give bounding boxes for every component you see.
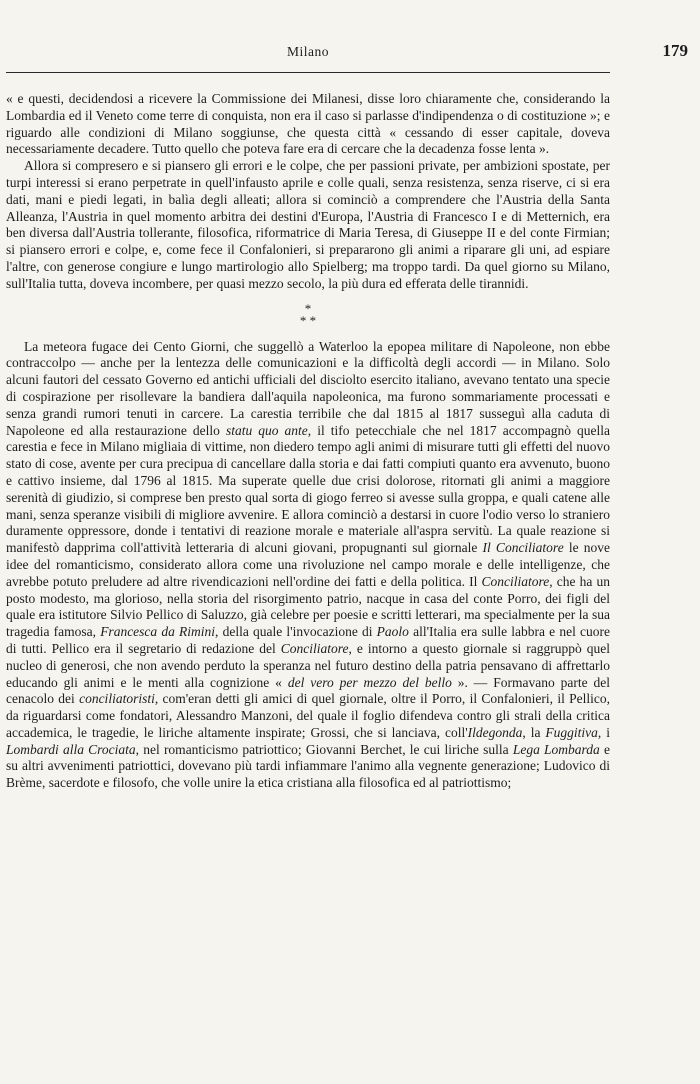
italic-title: Fuggitiva xyxy=(545,724,598,740)
page-header xyxy=(6,38,688,68)
italic-title: Conciliatore xyxy=(481,573,550,589)
text-run: , nel romanticismo patriottico; Giovanni Berchet, le cui liriche sulla xyxy=(135,741,513,757)
text-run: , il tifo petecchiale che nel 1817 accompagnò quella carestia e fece in Milano migliaia di vittime, non diedero tempo agli animi di misurare tutti gli effetti del nuovo stato di cose, avente per cura precipua di cancellare dalla storia e dai fatti compiuti quanto era avvenuto, buono e cattivo insieme, dal 1796 al 1815. Ma superate quelle due crisi dolorose, ritornati gli animi a maggiore serenità di giudizio, si comprese ben presto qual sorta di giogo ferreo si avesse sulla groppa, e quali catene alle mani, senza speranze visibili di migliore avvenire. E allora cominciò a destarsi in cuore l'odio verso lo straniero duramente oppressore, donde i tentativi di reazione morale e materiale all'aspra servitù. La quale reazione si manifestò dapprima coll'attività letteraria di alcuni giovani, propugnanti sul giornale xyxy=(6,422,610,556)
text-run: , la xyxy=(522,724,546,740)
paragraph-meteora xyxy=(6,339,610,793)
italic-phrase: statu quo ante xyxy=(225,422,308,438)
italic-title: Francesca da Rimini xyxy=(100,624,216,640)
page-number: 179 xyxy=(662,41,688,60)
text-run: , com'eran detti gli amici di quel giornale, oltre il Porro, il Confalonieri, il Pellico, da riguardarsi come fondatori, Alessandro Manzoni, del quale il foglio difendeva contro gli strali della critica accademica, le tragedie, le liriche altamente inspirate; Grossi, che si lanciava, coll' xyxy=(6,691,610,740)
text-run: , i xyxy=(597,724,610,740)
italic-term: conciliatoristi xyxy=(79,691,155,707)
italic-title: Lombardi alla Crociata xyxy=(6,741,136,757)
text-run: La meteora fugace dei Cento Giorni, che suggellò a Waterloo la epopea militare di Napoleone, non ebbe contraccolpo — anche per la lentezza delle comunicazioni e la difficoltà degli accordi — in Milano. Solo alcuni fautori del cessato Governo ed antichi ufficiali del disciolto esercito italiano, avevano tentato una specie di cospirazione per risollevare la bandiera dall'aquila napoleonica, ma furono sommariamente processati e senza grandi rumori tenuti in carcere. La carestia terribile che dal 1815 al 1817 susseguì alla caduta di Napoleone ed alla restaurazione dello xyxy=(6,338,610,438)
italic-title: Conciliatore xyxy=(280,640,349,656)
italic-title: Il Conciliatore xyxy=(482,540,564,556)
italic-title: Ildegonda xyxy=(467,724,523,740)
header-rule xyxy=(6,72,610,73)
text-run: , e intorno a questo giornale si raggruppò quel nucleo di generosi, che non avendo perduto la speranza nel futuro destino della patria pensavano di affrettarlo educando gli animi e le menti alla cognizione « xyxy=(6,640,610,690)
text-run: ». — Formavano parte del cenacolo dei xyxy=(6,674,610,707)
paragraph-allora: Allora si compresero e si piansero gli errori e le colpe, che per passioni private, per ambizioni spostate, per turpi interessi si erano perpetrate in quell'infausto aprile e colle quali, senza resistenza, senza riserve, ci si era dati, mani e piedi legati, in balìa degli alleati; allora si cominciò a comprendere che l'Austria della Santa Alleanza, l'Austria in quel momento arbitra dei destini d'Europa, l'Austria di Francesco I e di Metternich, era ben diversa dall'Austria tollerante, filosofica, riformatrice di Maria Teresa, di Giuseppe II e del conte Firmian; si piansero errori e colpe, e, come fece il Confalonieri, si prepararono gli animi a riparare gli uni, ad espiare l'altre, con generose congiure e lungo martirologio allo Spielberg; ma troppo tardi. Da quel giorno su Milano, sull'Italia tutta, doveva incombere, per quasi mezzo secolo, la più dura ed efferata delle tirannidi. xyxy=(6,158,610,291)
text-run: , che ha un posto modesto, ma glorioso, nella storia del risorgimento patrio, nacque in casa del conte Porro, dei figli del quale era istitutore Silvio Pellico di Saluzzo, già celebre per poesie e scritti letterari, ma specialmente per la sua tragedia famosa, xyxy=(6,573,610,640)
paragraph-continuation: « e questi, decidendosi a ricevere la Commissione dei Milanesi, disse loro chiaramente che, considerando la Lombardia ed il Veneto come terre di conquista, non era il caso si parlasse d'indipendenza o di costituzione »; e riguardo alle condizioni di Milano soggiunse, che questa città « cessando di esser capitale, doveva necessariamente decadere. Tutto quello che poteva fare era di cercare che la decadenza fosse lenta ». xyxy=(6,91,610,157)
text-run: le nove idee del romanticismo, considerato allora come una rivoluzione nel campo morale e delle intelligenze, che avrebbe potuto preludere ad altre rivendicazioni nell'ordine dei fatti e della politica. Il xyxy=(6,540,610,589)
italic-quote: del vero per mezzo del bello xyxy=(287,674,452,690)
text-run: e su altri avvenimenti patriottici, dovevano più tardi infiammare l'animo alla vegnente generazione; Ludovico di Brème, sacerdote e filosofo, che volle unire la etica cristiana alla filosofica ed al patriottismo; xyxy=(6,741,610,791)
running-title: Milano xyxy=(287,44,329,59)
text-run: , della quale l'invocazione di xyxy=(215,624,377,640)
section-separator xyxy=(6,300,610,328)
italic-title: Lega Lombarda xyxy=(512,741,600,757)
asterism-top: * xyxy=(304,300,312,316)
text-run: all'Italia era sulle labbra e nel cuore di tutti. Pellico era il segretario di redazione del xyxy=(6,624,610,656)
italic-name: Paolo xyxy=(376,624,409,640)
page-body xyxy=(6,91,610,792)
asterism-bottom: * * xyxy=(299,312,317,328)
